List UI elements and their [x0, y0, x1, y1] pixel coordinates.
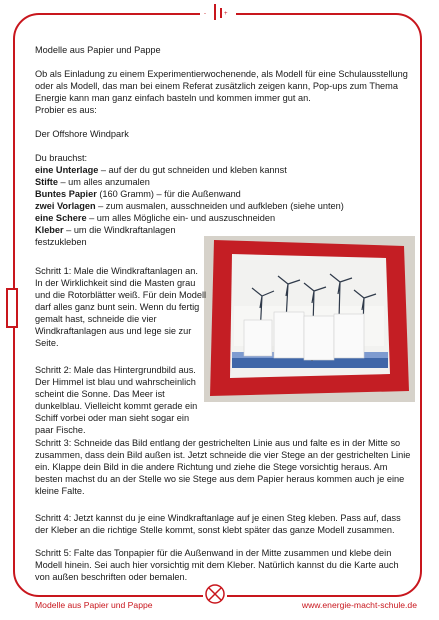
step-2: Schritt 2: Male das Hintergrundbild aus. Der Himmel ist blau und wahrscheinlich scheint die Sonne. Das Meer ist dunkelblau. Vielleicht kommt gerade ein Schiff vorbei oder man sieht sogar ein paar Fische.: [35, 365, 198, 435]
battery-plus: +: [224, 11, 228, 17]
popup-card-photo: [204, 236, 415, 402]
material-item: Buntes Papier (160 Gramm) – für die Außenwand: [35, 189, 241, 199]
lamp-symbol-icon: [203, 582, 227, 606]
intro-paragraph: Ob als Einladung zu einem Experimentierwochenende, als Modell für eine Schulausstellung oder als Modell, das man bei einem Referat zusätzlich zeigen kann, Pop-ups zum Thema Energie kann man ganz einfach basteln und kommen immer gut an.: [35, 69, 408, 103]
material-item: Stifte – um alles anzumalen: [35, 177, 150, 187]
intro-prompt: Probier es aus:: [35, 105, 97, 115]
page-title: Modelle aus Papier und Pappe: [35, 45, 161, 55]
step-5: Schritt 5: Falte das Tonpapier für die Außenwand in der Mitte zusammen und klebe dein Modell hinein. Sei auch hier vorsichtig mit dem Kleber. Natürlich kannst du die Karte auch von außen beschriften oder bemalen.: [35, 548, 399, 582]
material-item: eine Schere – um alles Mögliche ein- und auszuschneiden: [35, 213, 276, 223]
resistor-symbol-icon: [6, 288, 18, 328]
materials-heading: Du brauchst:: [35, 153, 88, 163]
step-1: Schritt 1: Male die Windkraftanlagen an. In der Wirklichkeit sind die Masten grau und die Rotorblätter weiß. Für dein Modell darf alles ganz bunt sein. Wenn du fertig gemalt hast, schneide die vier Windkraftanlagen aus und lege sie zur Seite.: [35, 266, 207, 348]
footer-url-link[interactable]: www.energie-macht-schule.de: [301, 600, 417, 610]
footer-title: Modelle aus Papier und Pappe: [35, 600, 153, 610]
step-3: Schritt 3: Schneide das Bild entlang der gestrichelten Linie aus und falte es in der Mitte so zusammen, dass dein Bild außen ist. Jetzt schneide die vier Stege an der gestrichelten Linie ein. Klappe dein Bild in die andere Richtung und ziehe die Stege vorsichtig heraus. Am besten machst du an der Stelle wo sie Stege aus dem Papier heraus kommen auch je eine kleine Falte.: [35, 438, 411, 496]
step-4: Schritt 4: Jetzt kannst du je eine Windkraftanlage auf je einen Steg kleben. Pass auf, dass der Kleber an die richtige Stelle kommt, sonst klebt später das ganze Modell zusammen.: [35, 513, 401, 535]
document-body: [35, 44, 413, 248]
material-item: Kleber – um die Windkraftanlagen festzukleben: [35, 225, 176, 247]
battery-symbol-icon: [200, 2, 236, 24]
subtitle: Der Offshore Windpark: [35, 129, 129, 139]
material-item: eine Unterlage – auf der du gut schneiden und kleben kannst: [35, 165, 287, 175]
battery-minus: -: [204, 11, 206, 17]
material-item: zwei Vorlagen – zum ausmalen, ausschneiden und aufkleben (siehe unten): [35, 201, 344, 211]
